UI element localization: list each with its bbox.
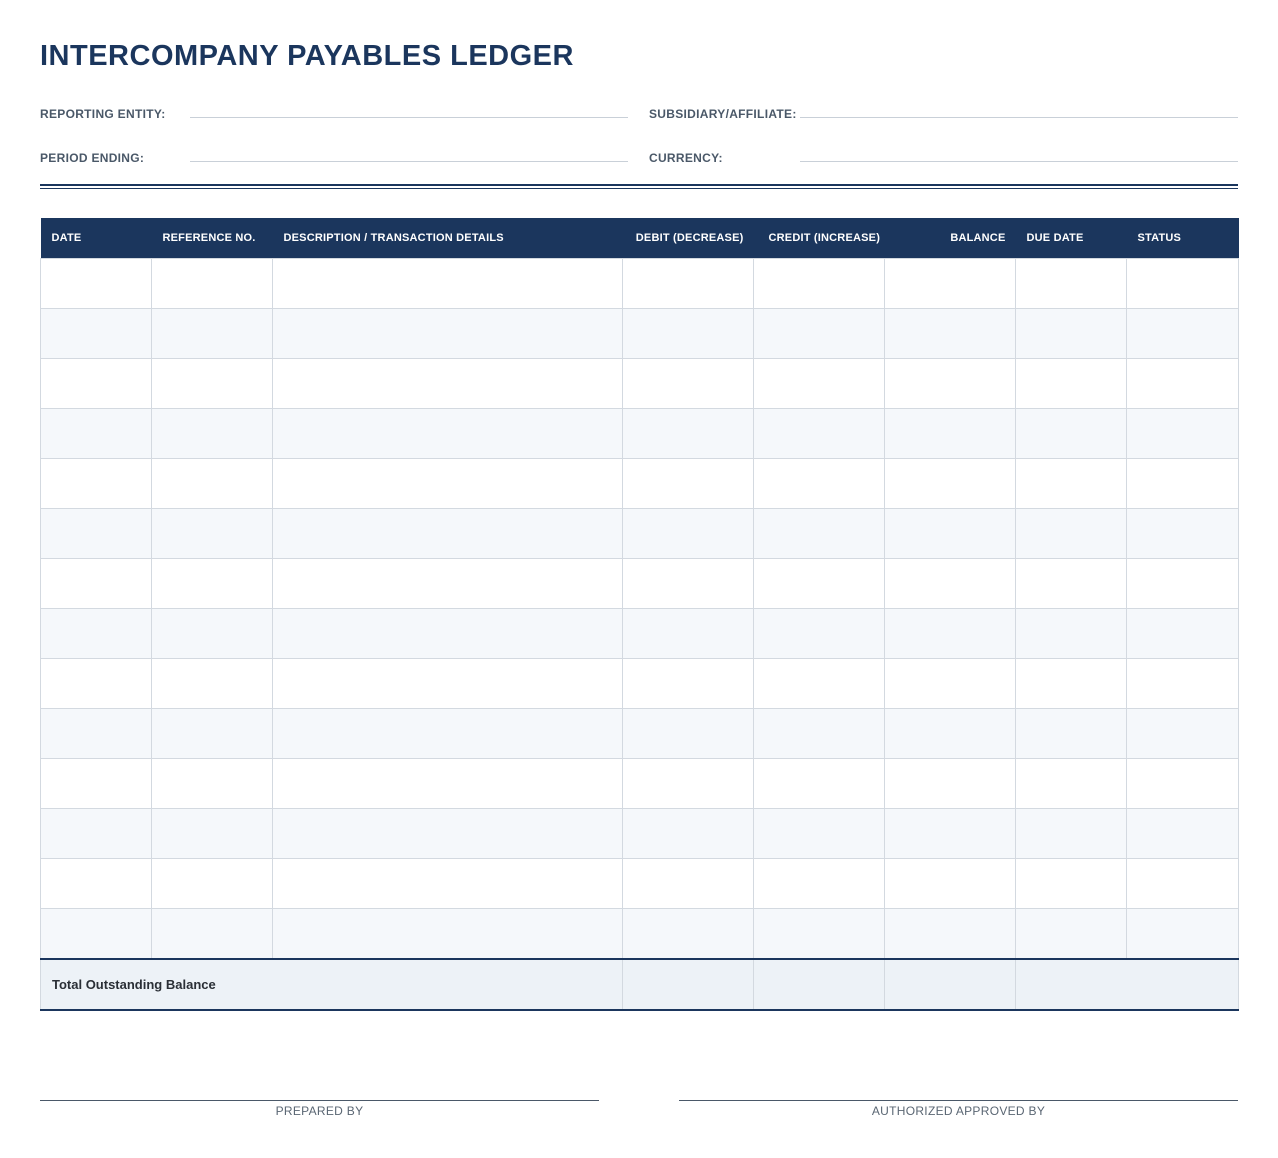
header-divider-thin — [40, 188, 1238, 189]
date-cell[interactable] — [41, 259, 152, 309]
date-cell[interactable] — [41, 459, 152, 509]
due-date-cell[interactable] — [1016, 859, 1127, 909]
due-date-cell[interactable] — [1016, 509, 1127, 559]
balance-cell[interactable] — [885, 759, 1016, 809]
table-header-row — [41, 218, 1239, 259]
balance-cell[interactable] — [885, 309, 1016, 359]
debit-cell[interactable] — [623, 809, 754, 859]
header-divider — [40, 184, 1238, 186]
status-cell[interactable] — [1127, 759, 1239, 809]
credit-cell[interactable] — [754, 709, 885, 759]
total-row — [41, 959, 1239, 1010]
table-row — [41, 409, 1239, 459]
balance-cell[interactable] — [885, 659, 1016, 709]
ledger-body — [41, 259, 1239, 960]
due-date-cell[interactable] — [1016, 659, 1127, 709]
subsidiary-affiliate-label: SUBSIDIARY/AFFILIATE: — [649, 107, 797, 121]
due-date-cell[interactable] — [1016, 259, 1127, 309]
table-row — [41, 909, 1239, 960]
authorized-approved-by-label: AUTHORIZED APPROVED BY — [871, 1104, 1046, 1118]
total-outstanding-label: Total Outstanding Balance — [41, 959, 623, 1010]
date-cell[interactable] — [41, 759, 152, 809]
date-cell[interactable] — [41, 909, 152, 960]
date-cell[interactable] — [41, 509, 152, 559]
description-cell[interactable] — [273, 509, 623, 559]
prepared-by-label: PREPARED BY — [275, 1104, 364, 1118]
authorized-approved-by-line[interactable] — [679, 1100, 1238, 1101]
credit-cell[interactable] — [754, 759, 885, 809]
description-cell[interactable] — [273, 559, 623, 609]
credit-cell[interactable] — [754, 559, 885, 609]
reference-cell[interactable] — [152, 909, 273, 960]
debit-cell[interactable] — [623, 859, 754, 909]
column-header-date: DATE — [41, 218, 152, 259]
status-cell[interactable] — [1127, 259, 1239, 309]
column-header-reference-no: REFERENCE NO. — [152, 218, 273, 259]
credit-cell[interactable] — [754, 859, 885, 909]
status-cell[interactable] — [1127, 709, 1239, 759]
table-row — [41, 659, 1239, 709]
date-cell[interactable] — [41, 659, 152, 709]
reference-cell[interactable] — [152, 259, 273, 309]
debit-cell[interactable] — [623, 709, 754, 759]
balance-cell[interactable] — [885, 609, 1016, 659]
status-cell[interactable] — [1127, 859, 1239, 909]
period-ending-label: PERIOD ENDING: — [40, 151, 145, 165]
date-cell[interactable] — [41, 809, 152, 859]
subsidiary-affiliate-line[interactable] — [800, 117, 1238, 118]
description-cell[interactable] — [273, 709, 623, 759]
date-cell[interactable] — [41, 609, 152, 659]
debit-cell[interactable] — [623, 309, 754, 359]
credit-cell[interactable] — [754, 309, 885, 359]
status-cell[interactable] — [1127, 309, 1239, 359]
debit-cell[interactable] — [623, 759, 754, 809]
status-cell[interactable] — [1127, 359, 1239, 409]
reporting-entity-line[interactable] — [190, 117, 628, 118]
balance-cell[interactable] — [885, 359, 1016, 409]
balance-cell[interactable] — [885, 409, 1016, 459]
balance-cell[interactable] — [885, 909, 1016, 960]
total-balance-cell[interactable] — [885, 959, 1016, 1010]
reference-cell[interactable] — [152, 759, 273, 809]
reference-cell[interactable] — [152, 859, 273, 909]
prepared-by-line[interactable] — [40, 1100, 599, 1101]
due-date-cell[interactable] — [1016, 609, 1127, 659]
table-row — [41, 559, 1239, 609]
due-date-cell[interactable] — [1016, 809, 1127, 859]
credit-cell[interactable] — [754, 409, 885, 459]
reference-cell[interactable] — [152, 809, 273, 859]
description-cell[interactable] — [273, 909, 623, 960]
balance-cell[interactable] — [885, 709, 1016, 759]
debit-cell[interactable] — [623, 659, 754, 709]
due-date-cell[interactable] — [1016, 459, 1127, 509]
debit-cell[interactable] — [623, 259, 754, 309]
reference-cell[interactable] — [152, 659, 273, 709]
credit-cell[interactable] — [754, 459, 885, 509]
table-row — [41, 459, 1239, 509]
due-date-cell[interactable] — [1016, 309, 1127, 359]
ledger-table — [40, 218, 1239, 1011]
status-cell[interactable] — [1127, 459, 1239, 509]
column-header-description: DESCRIPTION / TRANSACTION DETAILS — [273, 218, 623, 259]
debit-cell[interactable] — [623, 409, 754, 459]
table-row — [41, 709, 1239, 759]
date-cell[interactable] — [41, 309, 152, 359]
currency-line[interactable] — [800, 161, 1238, 162]
date-cell[interactable] — [41, 359, 152, 409]
credit-cell[interactable] — [754, 609, 885, 659]
credit-cell[interactable] — [754, 509, 885, 559]
description-cell[interactable] — [273, 259, 623, 309]
status-cell[interactable] — [1127, 659, 1239, 709]
status-cell[interactable] — [1127, 609, 1239, 659]
table-row — [41, 809, 1239, 859]
status-cell[interactable] — [1127, 509, 1239, 559]
column-header-due-date: DUE DATE — [1016, 218, 1127, 259]
reference-cell[interactable] — [152, 509, 273, 559]
reference-cell[interactable] — [152, 709, 273, 759]
table-row — [41, 259, 1239, 309]
credit-cell[interactable] — [754, 909, 885, 960]
due-date-cell[interactable] — [1016, 409, 1127, 459]
credit-cell[interactable] — [754, 659, 885, 709]
status-cell[interactable] — [1127, 809, 1239, 859]
total-debit-cell[interactable] — [623, 959, 754, 1010]
reference-cell[interactable] — [152, 309, 273, 359]
description-cell[interactable] — [273, 859, 623, 909]
currency-label: CURRENCY: — [649, 151, 723, 165]
date-cell[interactable] — [41, 859, 152, 909]
description-cell[interactable] — [273, 359, 623, 409]
due-date-cell[interactable] — [1016, 359, 1127, 409]
total-trailing-cell — [1016, 959, 1239, 1010]
total-credit-cell[interactable] — [754, 959, 885, 1010]
balance-cell[interactable] — [885, 859, 1016, 909]
balance-cell[interactable] — [885, 559, 1016, 609]
column-header-credit: CREDIT (INCREASE) — [754, 218, 885, 259]
period-ending-line[interactable] — [190, 161, 628, 162]
table-row — [41, 309, 1239, 359]
debit-cell[interactable] — [623, 559, 754, 609]
debit-cell[interactable] — [623, 609, 754, 659]
page-title: INTERCOMPANY PAYABLES LEDGER — [40, 40, 574, 72]
column-header-status: STATUS — [1127, 218, 1239, 259]
table-row — [41, 509, 1239, 559]
description-cell[interactable] — [273, 759, 623, 809]
status-cell[interactable] — [1127, 909, 1239, 960]
reference-cell[interactable] — [152, 609, 273, 659]
due-date-cell[interactable] — [1016, 909, 1127, 960]
reference-cell[interactable] — [152, 409, 273, 459]
credit-cell[interactable] — [754, 259, 885, 309]
description-cell[interactable] — [273, 609, 623, 659]
debit-cell[interactable] — [623, 509, 754, 559]
date-cell[interactable] — [41, 709, 152, 759]
debit-cell[interactable] — [623, 459, 754, 509]
reference-cell[interactable] — [152, 359, 273, 409]
balance-cell[interactable] — [885, 809, 1016, 859]
balance-cell[interactable] — [885, 459, 1016, 509]
debit-cell[interactable] — [623, 909, 754, 960]
balance-cell[interactable] — [885, 509, 1016, 559]
column-header-debit: DEBIT (DECREASE) — [623, 218, 754, 259]
status-cell[interactable] — [1127, 409, 1239, 459]
credit-cell[interactable] — [754, 359, 885, 409]
description-cell[interactable] — [273, 309, 623, 359]
date-cell[interactable] — [41, 409, 152, 459]
date-cell[interactable] — [41, 559, 152, 609]
reference-cell[interactable] — [152, 459, 273, 509]
status-cell[interactable] — [1127, 559, 1239, 609]
due-date-cell[interactable] — [1016, 759, 1127, 809]
reporting-entity-label: REPORTING ENTITY: — [40, 107, 166, 121]
balance-cell[interactable] — [885, 259, 1016, 309]
description-cell[interactable] — [273, 409, 623, 459]
description-cell[interactable] — [273, 659, 623, 709]
credit-cell[interactable] — [754, 809, 885, 859]
debit-cell[interactable] — [623, 359, 754, 409]
description-cell[interactable] — [273, 809, 623, 859]
due-date-cell[interactable] — [1016, 559, 1127, 609]
table-row — [41, 759, 1239, 809]
column-header-balance: BALANCE — [885, 218, 1016, 259]
table-row — [41, 359, 1239, 409]
due-date-cell[interactable] — [1016, 709, 1127, 759]
table-row — [41, 609, 1239, 659]
description-cell[interactable] — [273, 459, 623, 509]
table-row — [41, 859, 1239, 909]
reference-cell[interactable] — [152, 559, 273, 609]
